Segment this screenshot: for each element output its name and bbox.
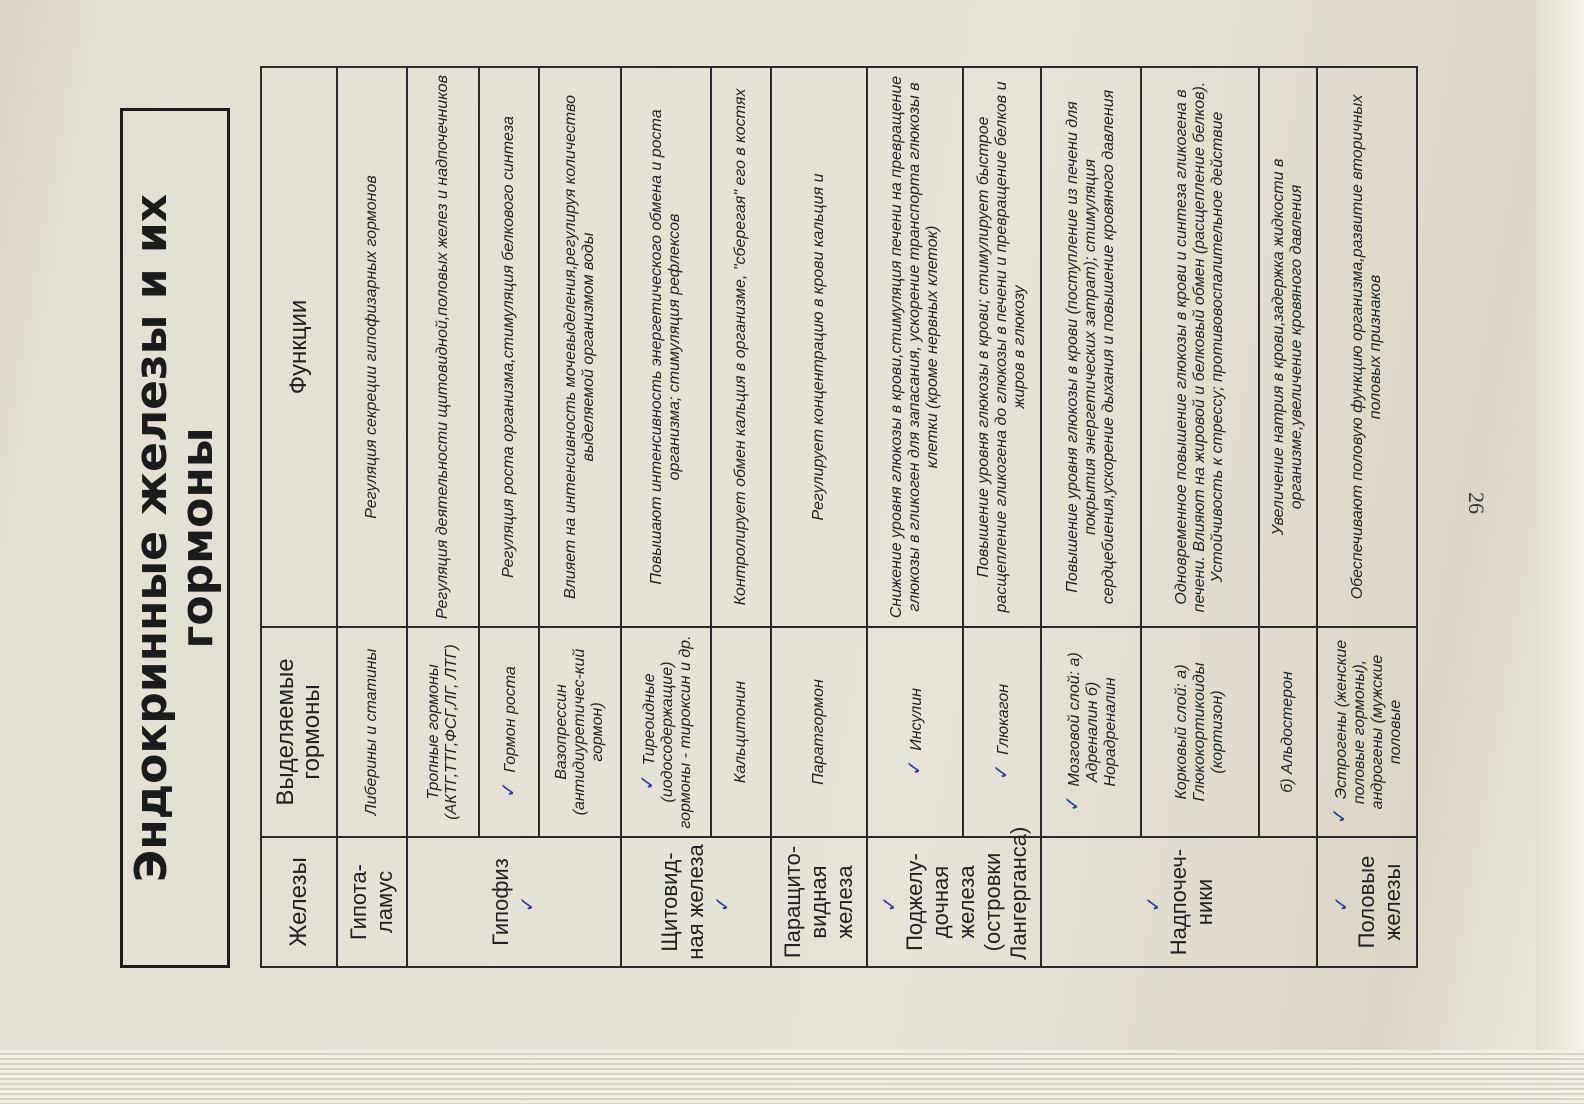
- function-cell: Регуляция деятельности щитовидной,половых желез и надпочечников: [407, 67, 479, 627]
- function-cell: Увеличение натрия в крови,задержка жидкости в организме,увеличение кровяного давления: [1259, 67, 1317, 627]
- check-mark-icon: ✓: [1059, 794, 1084, 812]
- table-row: [621, 67, 711, 967]
- gland-label: Половые железы: [1354, 855, 1405, 949]
- gland-cell: Паращито-видная железа: [771, 837, 867, 967]
- page-bottom-edge: [0, 1050, 1584, 1104]
- gland-cell: [1041, 837, 1317, 967]
- hormone-cell: Кальцитонин: [711, 627, 771, 837]
- rotated-content: [120, 68, 1430, 968]
- table-row: [771, 67, 867, 967]
- table-row: [407, 67, 479, 967]
- table-row: [1141, 67, 1259, 967]
- page-title: Эндокринные железы и их гормоны: [126, 193, 223, 883]
- hormone-cell: Корковый слой: а) Глюкокортикоиды (кортизон): [1141, 627, 1259, 837]
- check-mark-icon: ✓: [495, 781, 520, 798]
- hormone-label: Гормон роста: [501, 666, 519, 773]
- hormone-cell: Либерины и статины: [337, 627, 407, 837]
- hormone-label: Инсулин: [907, 688, 925, 751]
- check-mark-icon: ✓: [988, 763, 1013, 781]
- header-glands: Железы: [261, 837, 337, 967]
- gland-cell: Гипота-ламус: [337, 837, 407, 967]
- hormone-cell: [963, 627, 1041, 837]
- function-cell: Регуляция роста организма,стимуляция белкового синтеза: [479, 67, 539, 627]
- function-cell: Повышение уровня глюкозы в крови; стимулирует быстрое расщепление гликогена до глюкозы в печени и превращение белков и жиров в глюкозу: [963, 67, 1041, 627]
- check-mark-icon: ✓: [1326, 807, 1351, 825]
- table-row: [479, 67, 539, 967]
- hormone-label: Тиреоидные (иодосодержащие) гормоны - тироксин и др.: [640, 635, 694, 829]
- table-header-row: [261, 67, 337, 967]
- page-right-edge: [1536, 0, 1584, 1104]
- function-cell: Снижение уровня глюкозы в крови,стимуляция печени на превращение глюкозы в гликоген для запасания, ускорение транспорта глюкозы в клетки (кроме нервных клеток): [867, 67, 963, 627]
- glands-table: [260, 66, 1418, 968]
- hormone-cell: Паратгормон: [771, 627, 867, 837]
- hormone-cell: б) Альдостерон: [1259, 627, 1317, 837]
- table-row: [539, 67, 621, 967]
- table-row: [1317, 67, 1417, 967]
- table-row: [1259, 67, 1317, 967]
- function-cell: Регулирует концентрацию в крови кальция и: [771, 67, 867, 627]
- table-row: [867, 67, 963, 967]
- check-mark-icon: ✓: [901, 759, 926, 776]
- check-mark-icon: ✓: [1141, 895, 1165, 913]
- hormone-cell: [1317, 627, 1417, 837]
- gland-cell: [1317, 837, 1417, 967]
- check-mark-icon: ✓: [515, 895, 539, 913]
- hormone-label: Эстрогены (женские половые гормоны), андрогены (мужские половые: [1332, 639, 1404, 810]
- function-cell: Одновременное повышение глюкозы в крови и синтеза гликогена в печени. Влияют на жировой и белковый обмен (расщепление белков). Устойчивость к стрессу; противовоспалительное действие: [1141, 67, 1259, 627]
- header-hormones: Выделяемые гормоны: [261, 627, 337, 837]
- title-box: [120, 108, 230, 968]
- gland-label: Щитовид-ная железа: [657, 844, 708, 960]
- gland-cell: [621, 837, 771, 967]
- header-functions: Функции: [261, 67, 337, 627]
- check-mark-icon: ✓: [710, 895, 734, 913]
- hormone-cell: [1041, 627, 1141, 837]
- table-row: [711, 67, 771, 967]
- check-mark-icon: ✓: [1329, 895, 1353, 913]
- hormone-cell: [867, 627, 963, 837]
- gland-label: Надпочеч-ники: [1166, 848, 1217, 956]
- gland-label: Поджелу-дочная железа (островки Лангерганса): [902, 826, 1031, 960]
- gland-cell: [867, 826, 1041, 967]
- function-cell: Повышение уровня глюкозы в крови (поступление из печени для покрытия энергетических затрат); стимуляция сердцебиения,ускорение дыхания и повышение кровяного давления: [1041, 67, 1141, 627]
- check-mark-icon: ✓: [634, 773, 659, 791]
- hormone-label: Глюкагон: [994, 683, 1012, 755]
- hormone-cell: Вазопрессин (антидиуретичес-кий гормон): [539, 627, 621, 837]
- hormone-cell: Тропные гормоны (АКТГ,ТТГ,ФСГ,ЛГ, ЛТГ): [407, 627, 479, 837]
- table-row: [337, 67, 407, 967]
- function-cell: Регуляция секреции гипофизарных гормонов: [337, 67, 407, 627]
- function-cell: Влияет на интенсивность мочевыделения,регулируя количество выделяемой организмом воды: [539, 67, 621, 627]
- table-row: [1041, 67, 1141, 967]
- gland-cell: [407, 837, 621, 967]
- hormone-cell: [621, 627, 711, 837]
- gland-label: Гипофиз: [488, 858, 513, 946]
- page-number: 26: [1464, 492, 1489, 514]
- check-mark-icon: ✓: [877, 895, 901, 913]
- hormone-label: Мозговой слой: а) Адреналин б) Норадреналин: [1065, 652, 1119, 787]
- function-cell: Повышают интенсивность энергетического обмена и роста организма; стимуляция рефлексов: [621, 67, 711, 627]
- hormone-cell: [479, 627, 539, 837]
- function-cell: Обеспечивают половую функцию организма,развитие вторичных половых признаков: [1317, 67, 1417, 627]
- function-cell: Контролирует обмен кальция в организме, "сберегая" его в костях: [711, 67, 771, 627]
